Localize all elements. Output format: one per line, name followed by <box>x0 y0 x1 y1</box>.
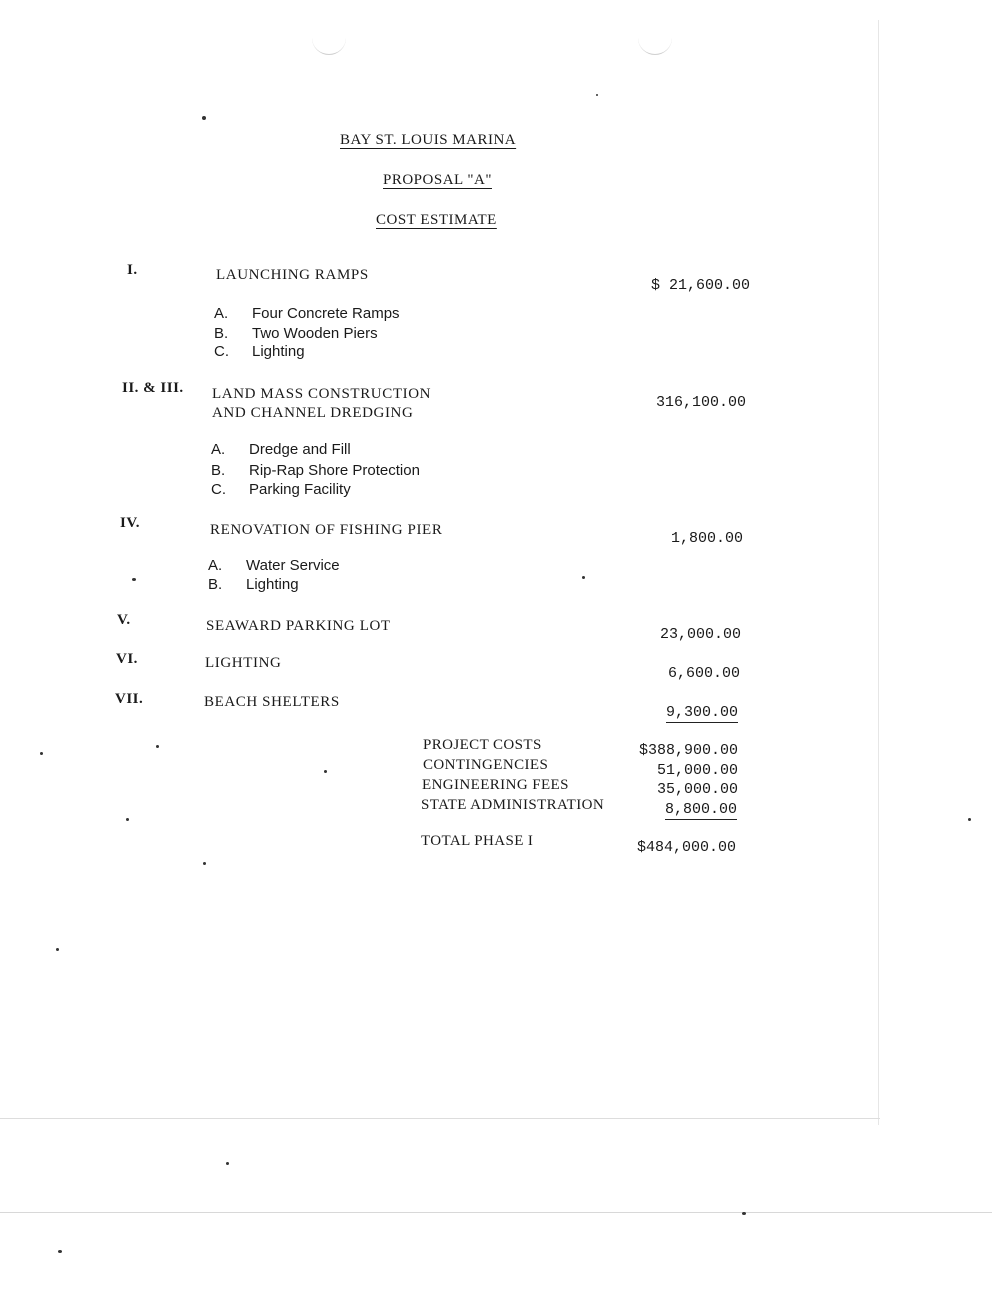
section-numeral: VI. <box>116 651 138 667</box>
section-heading: LAUNCHING RAMPS <box>216 267 369 283</box>
section-numeral: IV. <box>120 515 140 531</box>
scan-speck <box>226 1162 229 1165</box>
item-letter: C. <box>214 343 229 360</box>
section-heading: LAND MASS CONSTRUCTION <box>212 386 432 402</box>
punch-hole-mark <box>312 38 346 55</box>
summary-amount: 51,000.00 <box>656 762 738 779</box>
item-letter: B. <box>211 462 226 479</box>
list-item <box>211 481 351 498</box>
list-item <box>214 325 378 342</box>
section-heading-continued: AND CHANNEL DREDGING <box>212 405 414 421</box>
scan-speck <box>58 1250 62 1253</box>
item-text: Lighting <box>252 343 305 360</box>
item-text: Parking Facility <box>249 481 351 498</box>
section-amount <box>588 704 738 721</box>
section-numeral: I. <box>127 262 138 278</box>
item-letter: B. <box>208 576 223 593</box>
summary-label: CONTINGENCIES <box>423 757 549 773</box>
summary-label: STATE ADMINISTRATION <box>421 797 605 813</box>
list-item <box>211 462 420 479</box>
item-letter: C. <box>211 481 226 498</box>
section-amount-value: 9,300.00 <box>665 704 738 721</box>
list-item <box>208 576 299 593</box>
section-amount: 6,600.00 <box>667 665 740 682</box>
scan-speck <box>156 745 159 748</box>
summary-amount: $388,900.00 <box>638 742 738 759</box>
item-letter: A. <box>214 305 229 322</box>
item-letter: A. <box>211 441 226 458</box>
section-heading: LIGHTING <box>205 655 282 671</box>
scan-speck <box>202 116 206 120</box>
summary-label: PROJECT COSTS <box>423 737 542 753</box>
section-numeral: V. <box>117 612 131 628</box>
item-text: Rip-Rap Shore Protection <box>249 462 420 479</box>
item-text: Dredge and Fill <box>249 441 351 458</box>
total-amount: $484,000.00 <box>636 839 736 856</box>
section-amount: $ 21,600.00 <box>650 277 750 294</box>
scan-artifact-line <box>0 1212 992 1213</box>
item-letter: A. <box>208 557 223 574</box>
list-item <box>211 441 351 458</box>
scan-speck <box>56 948 59 951</box>
page-edge <box>878 20 879 1125</box>
section-amount: 1,800.00 <box>670 530 743 547</box>
scan-speck <box>203 862 206 865</box>
scan-speck <box>596 94 598 96</box>
section-amount: 23,000.00 <box>659 626 741 643</box>
section-numeral: VII. <box>115 691 144 707</box>
section-heading: BEACH SHELTERS <box>204 694 340 710</box>
section-numeral: II. & III. <box>122 380 184 396</box>
section-heading: SEAWARD PARKING LOT <box>206 618 391 634</box>
scan-speck <box>582 576 585 579</box>
scan-speck <box>40 752 43 755</box>
summary-amount: 35,000.00 <box>656 781 738 798</box>
total-label: TOTAL PHASE I <box>421 833 534 849</box>
document-subtitle: COST ESTIMATE <box>376 212 497 228</box>
scan-speck <box>324 770 327 773</box>
scan-speck <box>968 818 971 821</box>
page-edge <box>0 1118 880 1119</box>
document-title: BAY ST. LOUIS MARINA <box>340 132 517 148</box>
list-item <box>214 305 400 322</box>
scan-speck <box>742 1212 746 1215</box>
section-heading: RENOVATION OF FISHING PIER <box>210 522 443 538</box>
summary-amount-value: 8,800.00 <box>664 801 737 818</box>
summary-amount <box>587 801 737 818</box>
section-amount: 316,100.00 <box>655 394 746 411</box>
item-text: Water Service <box>246 557 340 574</box>
list-item <box>208 557 340 574</box>
scan-speck <box>126 818 129 821</box>
item-text: Lighting <box>246 576 299 593</box>
scan-speck <box>132 578 136 581</box>
list-item <box>214 343 305 360</box>
proposal-label: PROPOSAL "A" <box>383 172 492 188</box>
item-text: Four Concrete Ramps <box>252 305 400 322</box>
summary-label: ENGINEERING FEES <box>422 777 569 793</box>
item-letter: B. <box>214 325 229 342</box>
item-text: Two Wooden Piers <box>252 325 378 342</box>
punch-hole-mark <box>638 38 672 55</box>
